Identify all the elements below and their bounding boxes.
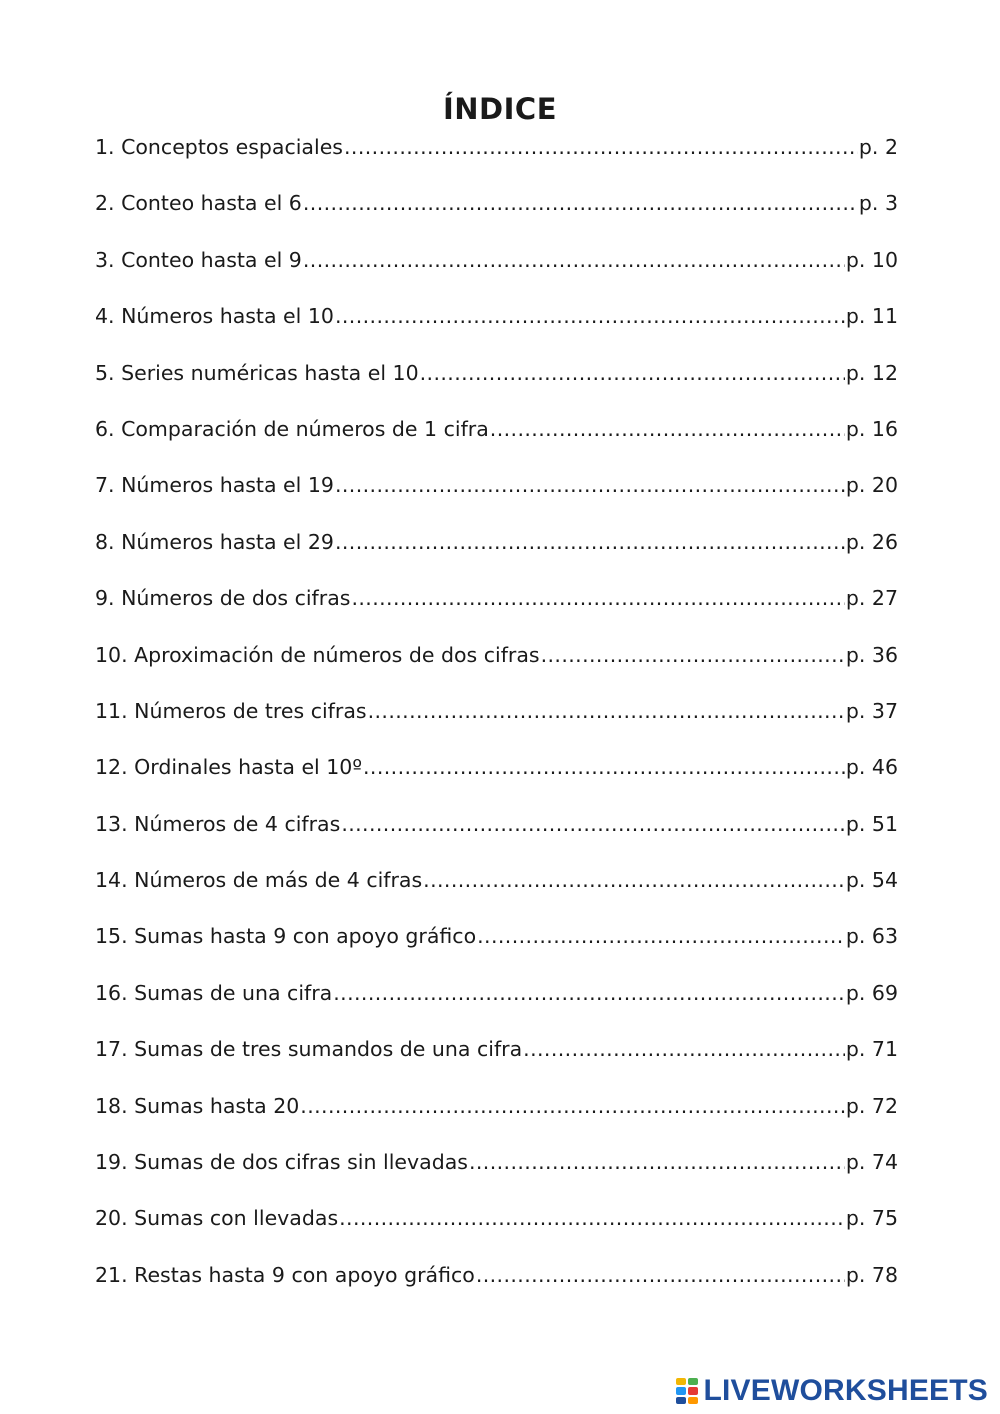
toc-entry-page: p. 20 (845, 473, 898, 498)
toc-leader-dots (541, 637, 845, 673)
toc-entry-label: 6. Comparación de números de 1 cifra (95, 416, 489, 441)
toc-entry (95, 1088, 898, 1144)
toc-leader-dots (303, 242, 845, 278)
toc-entry (95, 975, 898, 1031)
toc-entry (95, 355, 898, 411)
liveworksheets-logo-icon (676, 1378, 698, 1404)
toc-entry-page: p. 63 (845, 924, 898, 949)
toc-entry-label: 3. Conteo hasta el 9 (95, 247, 302, 272)
toc-entry (95, 467, 898, 523)
toc-entry-label: 13. Números de 4 cifras (95, 811, 341, 836)
toc-entry (95, 806, 898, 862)
table-of-contents (95, 129, 898, 1313)
toc-entry-page: p. 75 (845, 1206, 898, 1231)
toc-entry-label: 11. Números de tres cifras (95, 698, 367, 723)
brand-name: LIVEWORKSHEETS (703, 1374, 988, 1407)
toc-entry-page: p. 27 (845, 586, 898, 611)
toc-entry-label: 9. Números de dos cifras (95, 586, 351, 611)
toc-entry-page: p. 78 (845, 1262, 898, 1287)
toc-entry-label: 17. Sumas de tres sumandos de una cifra (95, 1037, 523, 1062)
toc-leader-dots (335, 298, 845, 334)
toc-entry-label: 16. Sumas de una cifra (95, 980, 333, 1005)
toc-leader-dots (469, 1144, 845, 1180)
toc-entry-label: 20. Sumas con llevadas (95, 1206, 339, 1231)
toc-leader-dots (490, 411, 845, 447)
toc-entry-page: p. 11 (845, 304, 898, 329)
toc-entry (95, 524, 898, 580)
toc-entry-label: 10. Aproximación de números de dos cifras (95, 642, 540, 667)
page-title: ÍNDICE (442, 92, 557, 126)
toc-leader-dots (523, 1031, 845, 1067)
toc-entry (95, 1257, 898, 1313)
toc-leader-dots (363, 749, 845, 785)
toc-entry-label: 5. Series numéricas hasta el 10 (95, 360, 419, 385)
toc-entry-page: p. 10 (845, 247, 898, 272)
toc-entry-label: 2. Conteo hasta el 6 (95, 191, 302, 216)
toc-leader-dots (420, 355, 845, 391)
toc-entry (95, 298, 898, 354)
toc-entry-page: p. 69 (845, 980, 898, 1005)
toc-entry-label: 14. Números de más de 4 cifras (95, 868, 423, 893)
toc-entry-page: p. 71 (845, 1037, 898, 1062)
toc-leader-dots (476, 1257, 845, 1293)
toc-entry-page: p. 16 (845, 416, 898, 441)
toc-leader-dots (423, 862, 845, 898)
toc-entry (95, 580, 898, 636)
toc-entry-page: p. 26 (845, 529, 898, 554)
toc-entry (95, 749, 898, 805)
toc-entry (95, 637, 898, 693)
toc-entry (95, 862, 898, 918)
toc-entry (95, 185, 898, 241)
toc-entry-page: p. 46 (845, 755, 898, 780)
toc-entry-page: p. 72 (845, 1093, 898, 1118)
toc-leader-dots (335, 467, 845, 503)
toc-leader-dots (368, 693, 845, 729)
toc-entry (95, 1031, 898, 1087)
toc-entry-page: p. 36 (845, 642, 898, 667)
toc-leader-dots (333, 975, 845, 1011)
toc-entry (95, 129, 898, 185)
toc-entry-page: p. 3 (858, 191, 898, 216)
toc-leader-dots (477, 918, 845, 954)
toc-entry-page: p. 74 (845, 1150, 898, 1175)
toc-entry (95, 693, 898, 749)
toc-entry-label: 8. Números hasta el 29 (95, 529, 334, 554)
toc-entry-label: 7. Números hasta el 19 (95, 473, 334, 498)
toc-entry (95, 411, 898, 467)
toc-entry-page: p. 2 (858, 135, 898, 159)
toc-leader-dots (300, 1088, 845, 1124)
toc-entry-label: 15. Sumas hasta 9 con apoyo gráfico (95, 924, 477, 949)
toc-leader-dots (341, 806, 845, 842)
toc-entry (95, 242, 898, 298)
toc-entry-label: 18. Sumas hasta 20 (95, 1093, 300, 1118)
toc-leader-dots (335, 524, 845, 560)
toc-leader-dots (351, 580, 844, 616)
toc-entry (95, 1200, 898, 1256)
toc-entry (95, 1144, 898, 1200)
toc-entry-label: 19. Sumas de dos cifras sin llevadas (95, 1150, 468, 1175)
toc-entry-page: p. 51 (845, 811, 898, 836)
toc-entry-label: 12. Ordinales hasta el 10º (95, 755, 363, 780)
toc-entry-page: p. 54 (845, 868, 898, 893)
toc-entry-label: 21. Restas hasta 9 con apoyo gráfico (95, 1262, 475, 1287)
toc-leader-dots (339, 1200, 845, 1236)
toc-entry-label: 1. Conceptos espaciales (95, 135, 343, 159)
toc-entry-label: 4. Números hasta el 10 (95, 304, 334, 329)
brand-footer (676, 1374, 989, 1408)
toc-entry-page: p. 12 (845, 360, 898, 385)
toc-entry (95, 918, 898, 974)
toc-leader-dots (303, 185, 858, 221)
toc-leader-dots (344, 129, 858, 165)
toc-entry-page: p. 37 (845, 698, 898, 723)
